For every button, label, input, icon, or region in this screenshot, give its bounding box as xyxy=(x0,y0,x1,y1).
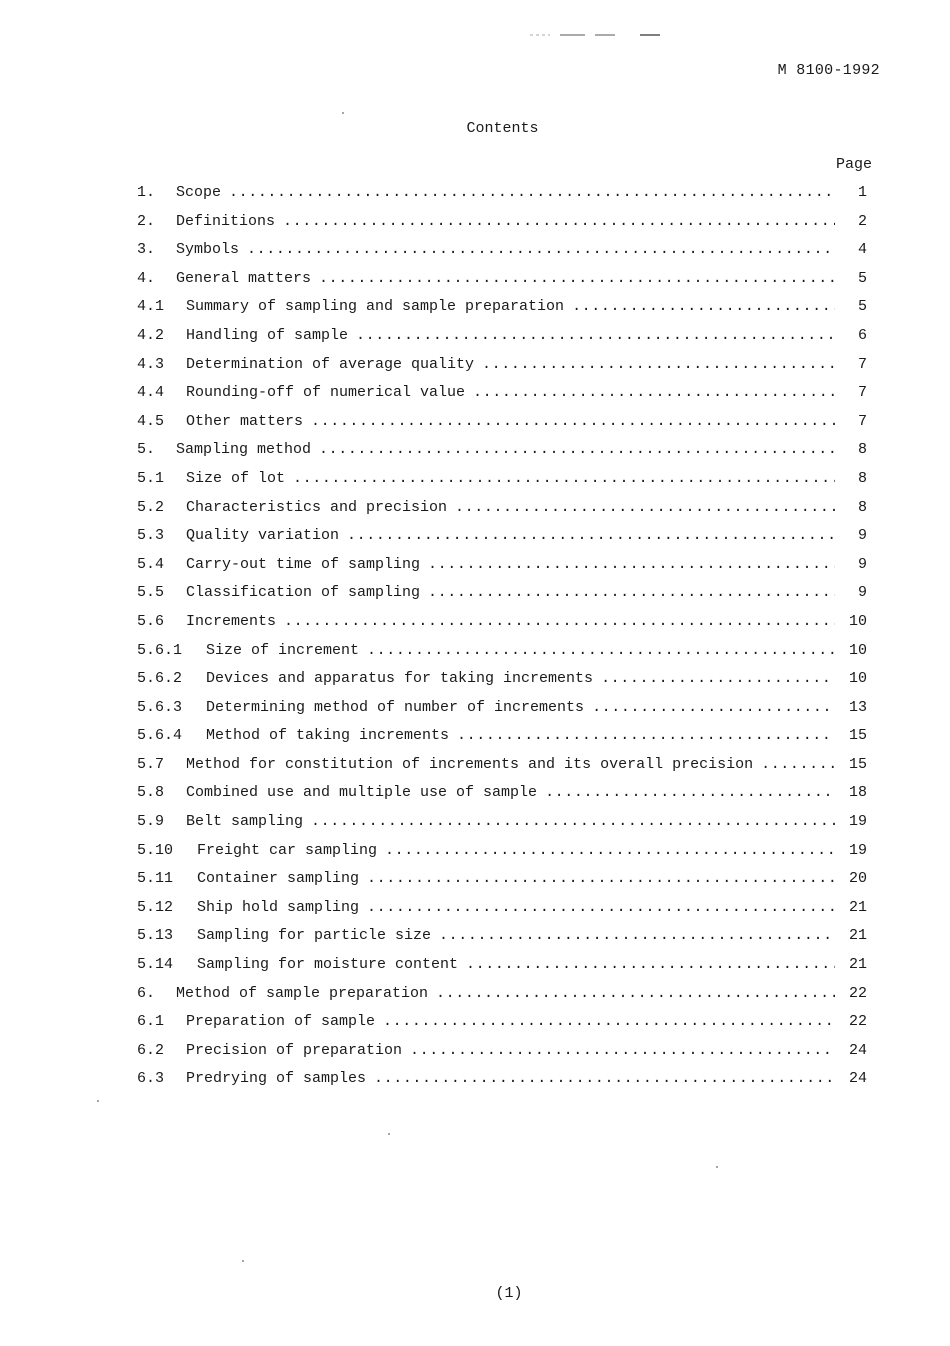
leader-dots xyxy=(367,899,835,916)
leader-dots xyxy=(284,613,835,630)
document-id: M 8100-1992 xyxy=(777,62,880,79)
toc-entry-page: 15 xyxy=(848,727,867,745)
leader-dots xyxy=(436,985,835,1002)
toc-entry-label: Classification of sampling xyxy=(186,584,421,602)
toc-entry-number: 6. xyxy=(137,984,156,1002)
toc-entry xyxy=(137,1013,867,1042)
toc-entry-page: 9 xyxy=(857,584,867,602)
toc-entry-label: Size of lot xyxy=(186,469,286,487)
scan-speck xyxy=(388,1133,390,1135)
toc-entry-number: 5.6 xyxy=(137,612,165,630)
toc-entry-label: Summary of sampling and sample preparation xyxy=(186,298,565,316)
leader-dots xyxy=(367,870,835,887)
toc-entry xyxy=(137,842,867,871)
toc-entry-page: 4 xyxy=(857,241,867,259)
toc-entry-number: 5.8 xyxy=(137,784,165,802)
toc-entry xyxy=(137,927,867,956)
toc-entry-label: Quality variation xyxy=(186,527,340,545)
scan-speck xyxy=(242,1260,244,1262)
toc-entry xyxy=(137,556,867,585)
toc-entry-page: 13 xyxy=(848,698,867,716)
toc-entry-number: 4.3 xyxy=(137,355,165,373)
leader-dots xyxy=(410,1042,835,1059)
toc-entry-number: 4. xyxy=(137,269,156,287)
toc-entry-label: Preparation of sample xyxy=(186,1013,376,1031)
toc-entry-number: 5.7 xyxy=(137,755,165,773)
toc-entry-number: 6.3 xyxy=(137,1070,165,1088)
leader-dots xyxy=(466,956,835,973)
toc-entry-page: 6 xyxy=(857,326,867,344)
toc-entry-number: 5.12 xyxy=(137,898,174,916)
toc-entry-number: 5.13 xyxy=(137,927,174,945)
toc-entry-number: 5. xyxy=(137,441,156,459)
leader-dots xyxy=(293,470,835,487)
toc-entry xyxy=(137,1042,867,1071)
toc-entry xyxy=(137,527,867,556)
leader-dots xyxy=(319,441,835,458)
toc-entry-number: 6.2 xyxy=(137,1041,165,1059)
toc-entry xyxy=(137,699,867,728)
toc-entry-number: 4.2 xyxy=(137,326,165,344)
scan-speck xyxy=(716,1166,718,1168)
toc-entry-label: Determination of average quality xyxy=(186,355,475,373)
toc-entry xyxy=(137,813,867,842)
scan-speck xyxy=(97,1100,99,1102)
leader-dots xyxy=(347,527,835,544)
toc-entry-number: 5.6.4 xyxy=(137,727,183,745)
leader-dots xyxy=(311,413,835,430)
toc-entry-label: Method of taking increments xyxy=(206,727,450,745)
leader-dots xyxy=(283,213,835,230)
toc-entry xyxy=(137,298,867,327)
toc-entry-page: 21 xyxy=(848,898,867,916)
table-of-contents xyxy=(137,184,867,1099)
toc-entry-label: Carry-out time of sampling xyxy=(186,555,421,573)
leader-dots xyxy=(601,670,835,687)
toc-entry-page: 21 xyxy=(848,927,867,945)
toc-entry xyxy=(137,413,867,442)
toc-entry-label: Freight car sampling xyxy=(197,841,378,859)
leader-dots xyxy=(482,356,835,373)
toc-entry-number: 5.1 xyxy=(137,469,165,487)
toc-entry-label: Scope xyxy=(176,184,222,201)
toc-entry xyxy=(137,270,867,299)
toc-entry-number: 5.5 xyxy=(137,584,165,602)
toc-entry-number: 4.4 xyxy=(137,384,165,402)
toc-entry-page: 18 xyxy=(848,784,867,802)
toc-entry xyxy=(137,613,867,642)
toc-entry-number: 2. xyxy=(137,212,156,230)
toc-entry-page: 9 xyxy=(857,555,867,573)
leader-dots xyxy=(455,499,835,516)
toc-entry-label: Container sampling xyxy=(197,870,360,888)
toc-entry xyxy=(137,584,867,613)
leader-dots xyxy=(545,784,835,801)
leader-dots xyxy=(385,842,835,859)
toc-entry-number: 5.10 xyxy=(137,841,174,859)
toc-entry xyxy=(137,356,867,385)
leader-dots xyxy=(572,298,835,315)
leader-dots xyxy=(319,270,835,287)
toc-entry xyxy=(137,870,867,899)
toc-entry-label: Devices and apparatus for taking increments xyxy=(206,670,594,688)
toc-entry-label: Rounding-off of numerical value xyxy=(186,384,466,402)
toc-entry-label: Characteristics and precision xyxy=(186,498,448,516)
contents-title: Contents xyxy=(466,120,539,137)
leader-dots xyxy=(428,556,835,573)
toc-entry-number: 4.1 xyxy=(137,298,165,316)
toc-entry-label: Combined use and multiple use of sample xyxy=(186,784,538,802)
leader-dots xyxy=(383,1013,835,1030)
toc-entry xyxy=(137,241,867,270)
scan-speck xyxy=(342,112,344,114)
toc-entry-page: 1 xyxy=(857,184,867,201)
toc-entry-number: 1. xyxy=(137,184,156,201)
toc-entry-label: Predrying of samples xyxy=(186,1070,367,1088)
toc-entry-page: 10 xyxy=(848,670,867,688)
toc-entry-page: 2 xyxy=(857,212,867,230)
toc-entry-page: 8 xyxy=(857,498,867,516)
leader-dots xyxy=(473,384,835,401)
toc-entry-label: Handling of sample xyxy=(186,326,349,344)
toc-entry-number: 5.6.3 xyxy=(137,698,183,716)
toc-entry-label: Sampling method xyxy=(176,441,312,459)
toc-entry-page: 22 xyxy=(848,1013,867,1031)
toc-entry xyxy=(137,184,867,213)
toc-entry-page: 10 xyxy=(848,612,867,630)
toc-entry-label: General matters xyxy=(176,269,312,287)
page-number: (1) xyxy=(495,1285,523,1302)
toc-entry-number: 5.11 xyxy=(137,870,174,888)
toc-entry xyxy=(137,727,867,756)
leader-dots xyxy=(356,327,835,344)
toc-entry xyxy=(137,384,867,413)
toc-entry-page: 8 xyxy=(857,441,867,459)
toc-entry-page: 15 xyxy=(848,755,867,773)
toc-entry-label: Increments xyxy=(186,612,277,630)
toc-entry-number: 4.5 xyxy=(137,412,165,430)
toc-entry-number: 3. xyxy=(137,241,156,259)
toc-entry-number: 5.6.2 xyxy=(137,670,183,688)
leader-dots xyxy=(374,1070,835,1087)
toc-entry xyxy=(137,642,867,671)
toc-entry-page: 10 xyxy=(848,641,867,659)
toc-entry-label: Other matters xyxy=(186,412,304,430)
leader-dots xyxy=(457,727,835,744)
toc-entry-label: Belt sampling xyxy=(186,813,304,831)
toc-entry-number: 6.1 xyxy=(137,1013,165,1031)
toc-entry xyxy=(137,784,867,813)
toc-entry-number: 5.14 xyxy=(137,956,174,974)
toc-entry xyxy=(137,213,867,242)
toc-entry-page: 7 xyxy=(857,412,867,430)
toc-entry-page: 24 xyxy=(848,1070,867,1088)
toc-entry-label: Precision of preparation xyxy=(186,1041,403,1059)
toc-entry-label: Size of increment xyxy=(206,641,360,659)
toc-entry xyxy=(137,899,867,928)
page-column-header: Page xyxy=(835,156,872,173)
toc-entry-page: 8 xyxy=(857,469,867,487)
toc-entry-page: 22 xyxy=(848,984,867,1002)
toc-entry xyxy=(137,756,867,785)
toc-entry-page: 5 xyxy=(857,298,867,316)
toc-entry-label: Method for constitution of increments and its overall precision xyxy=(186,755,754,773)
toc-entry-label: Sampling for particle size xyxy=(197,927,432,945)
toc-entry-number: 5.4 xyxy=(137,555,165,573)
leader-dots xyxy=(592,699,835,716)
toc-entry-page: 19 xyxy=(848,813,867,831)
toc-entry-number: 5.6.1 xyxy=(137,641,183,659)
toc-entry-page: 24 xyxy=(848,1041,867,1059)
leader-dots xyxy=(761,756,835,773)
toc-entry-page: 20 xyxy=(848,870,867,888)
toc-entry-label: Sampling for moisture content xyxy=(197,956,459,974)
toc-entry-page: 21 xyxy=(848,956,867,974)
toc-entry-number: 5.3 xyxy=(137,527,165,545)
toc-entry-label: Symbols xyxy=(176,241,240,259)
leader-dots xyxy=(428,584,835,601)
toc-entry xyxy=(137,956,867,985)
toc-entry xyxy=(137,499,867,528)
leader-dots xyxy=(247,241,835,258)
toc-entry xyxy=(137,470,867,499)
leader-dots xyxy=(439,927,835,944)
toc-entry-page: 5 xyxy=(857,269,867,287)
toc-entry-page: 7 xyxy=(857,384,867,402)
toc-entry xyxy=(137,985,867,1014)
toc-entry-page: 19 xyxy=(848,841,867,859)
toc-entry xyxy=(137,670,867,699)
toc-entry-label: Definitions xyxy=(176,212,276,230)
toc-entry xyxy=(137,327,867,356)
toc-entry-number: 5.9 xyxy=(137,813,165,831)
toc-entry xyxy=(137,1070,867,1099)
leader-dots xyxy=(229,184,835,201)
toc-entry xyxy=(137,441,867,470)
toc-entry-page: 7 xyxy=(857,355,867,373)
scan-artifact xyxy=(530,32,660,38)
leader-dots xyxy=(311,813,835,830)
toc-entry-page: 9 xyxy=(857,527,867,545)
toc-entry-label: Ship hold sampling xyxy=(197,898,360,916)
toc-entry-label: Method of sample preparation xyxy=(176,984,429,1002)
toc-entry-label: Determining method of number of increments xyxy=(206,698,585,716)
toc-entry-number: 5.2 xyxy=(137,498,165,516)
leader-dots xyxy=(367,642,835,659)
